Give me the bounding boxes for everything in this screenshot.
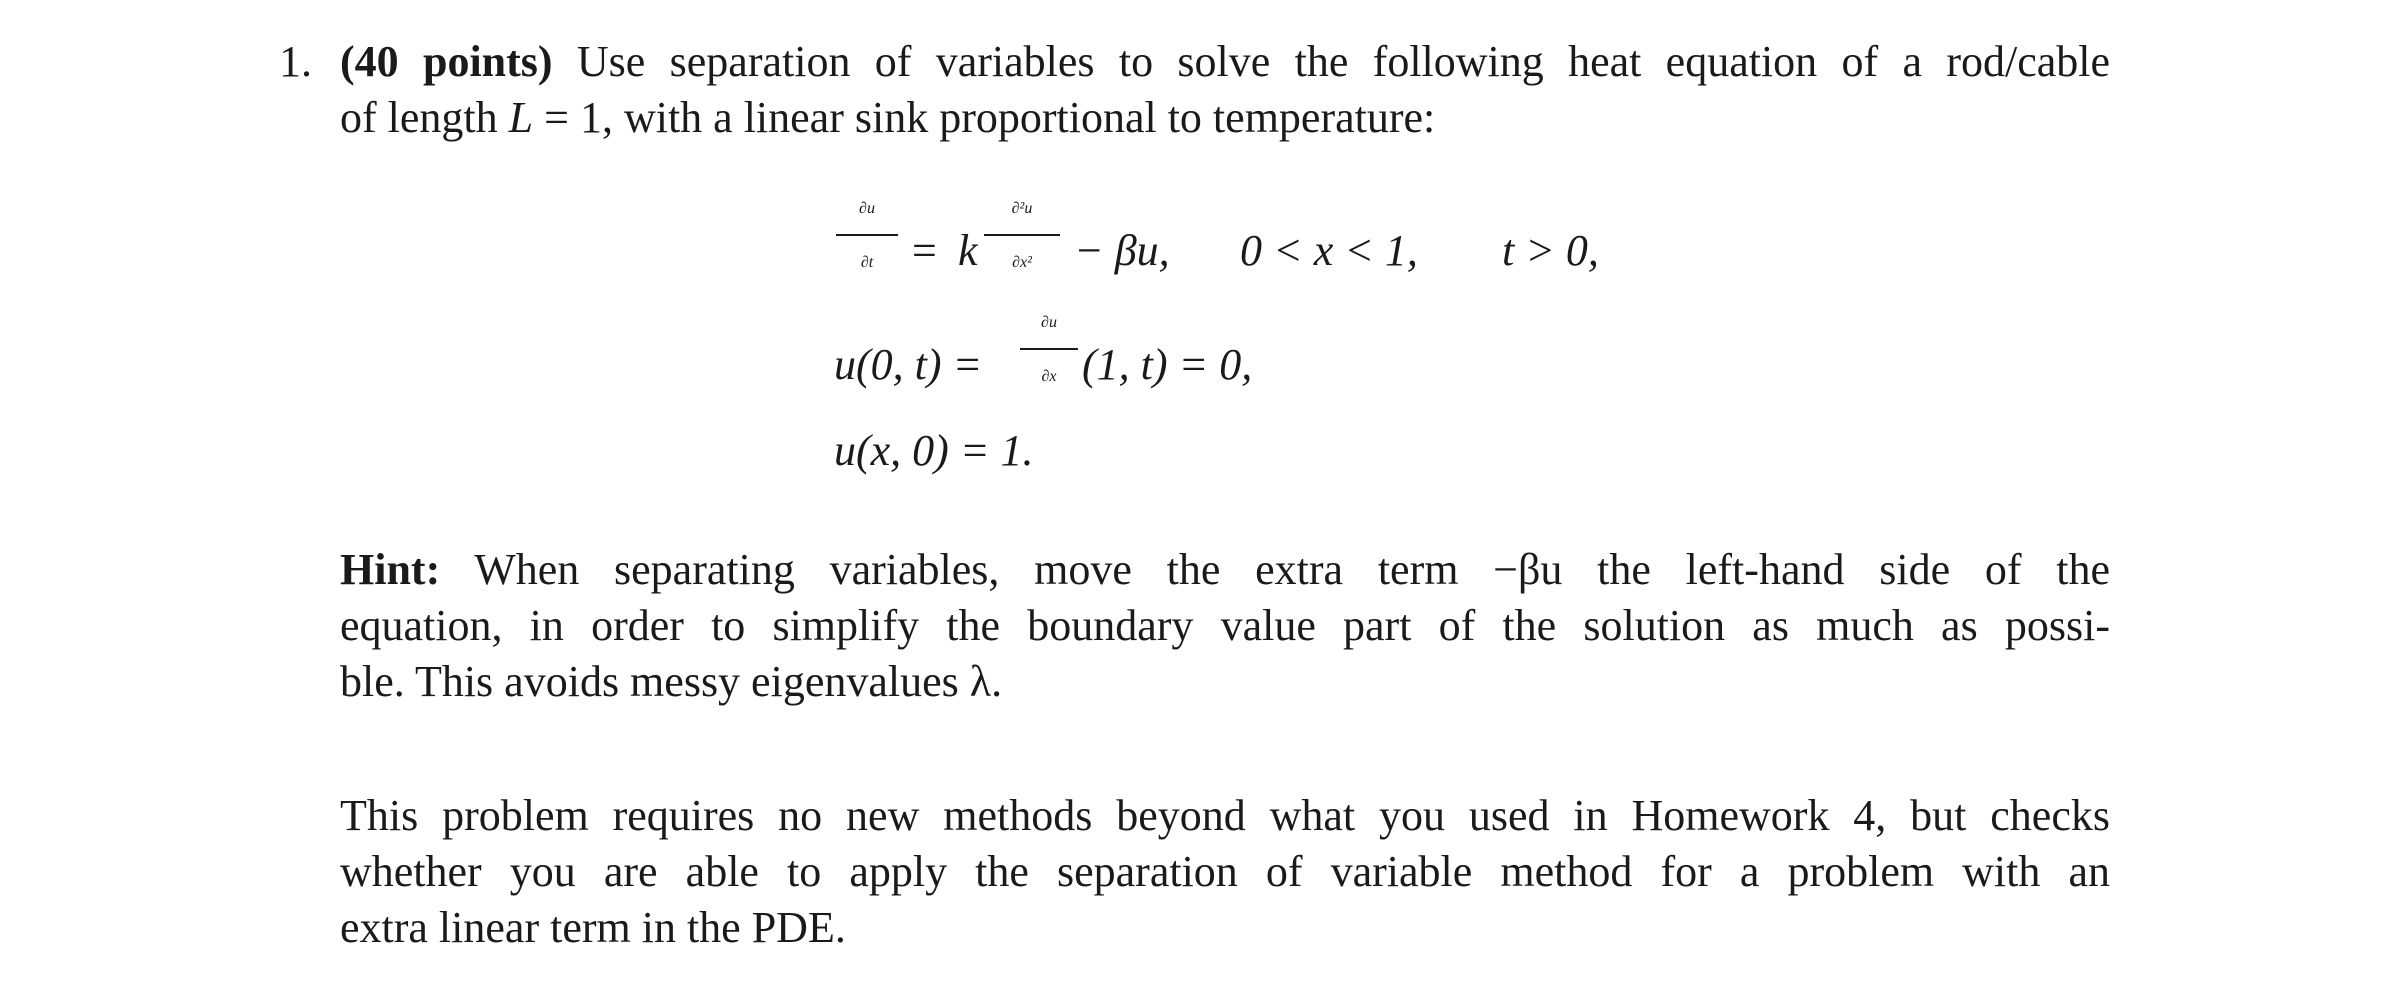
- problem-number: 1.: [279, 37, 312, 86]
- problem-statement-line-2: [340, 90, 2110, 146]
- pde-t-domain: t > 0,: [1502, 226, 1599, 275]
- intro-line-1: Use separation of variables to solve the following heat equation of a rod/cable: [576, 37, 2111, 86]
- pde-rhs-denominator: ∂x²: [1012, 254, 1032, 271]
- bc-denominator: ∂x: [1041, 368, 1057, 385]
- problem-statement: [340, 34, 2110, 146]
- fraction-bar: [984, 234, 1060, 236]
- note-line-3: extra linear term in the PDE.: [340, 903, 846, 952]
- bc-rhs: (1, t) = 0,: [1082, 340, 1253, 389]
- note-line-1: This problem requires no new methods beyond what you used in Homework 4, but checks: [340, 791, 2110, 840]
- length-variable: L: [508, 93, 534, 142]
- pde-lhs-denominator: ∂t: [860, 254, 874, 271]
- hint-label: Hint:: [340, 545, 441, 594]
- initial-condition: u(x, 0) = 1.: [834, 426, 1034, 475]
- problem-statement-line-1: [340, 34, 2110, 90]
- pde-rhs-numerator: ∂²u: [1011, 200, 1033, 217]
- intro-line-2-post: = 1, with a linear sink proportional to temperature:: [533, 93, 1436, 142]
- note-line-2: whether you are able to apply the separation of variable method for a problem with an: [340, 847, 2110, 896]
- hint-line-2: equation, in order to simplify the boundary value part of the solution as much as possi-: [340, 601, 2110, 650]
- intro-line-2-pre: of length: [340, 93, 509, 142]
- pde-x-domain: 0 < x < 1,: [1240, 226, 1418, 275]
- bc-numerator: ∂u: [1041, 314, 1057, 331]
- fraction-bar: [836, 234, 898, 236]
- hint-line-3: ble. This avoids messy eigenvalues λ.: [340, 657, 1003, 706]
- pde-lhs-numerator: ∂u: [859, 200, 875, 217]
- pde-equals: =: [912, 226, 937, 275]
- hint-paragraph: [340, 542, 2110, 710]
- fraction-bar: [1020, 348, 1078, 350]
- hint-line-1-text: When separating variables, move the extra term −βu the left-hand side of the: [474, 545, 2110, 594]
- pde-rhs-fraction: [984, 186, 1060, 286]
- pde-k-coefficient: k: [958, 226, 978, 275]
- bc-fraction: [1020, 300, 1078, 400]
- pde-sink-term: − βu,: [1074, 226, 1170, 275]
- note-paragraph: [340, 788, 2110, 956]
- points-label: (40 points): [340, 37, 553, 86]
- pde-lhs-fraction: [836, 186, 898, 286]
- hint-line-1: [340, 542, 2110, 598]
- bc-lhs: u(0, t) =: [834, 340, 983, 389]
